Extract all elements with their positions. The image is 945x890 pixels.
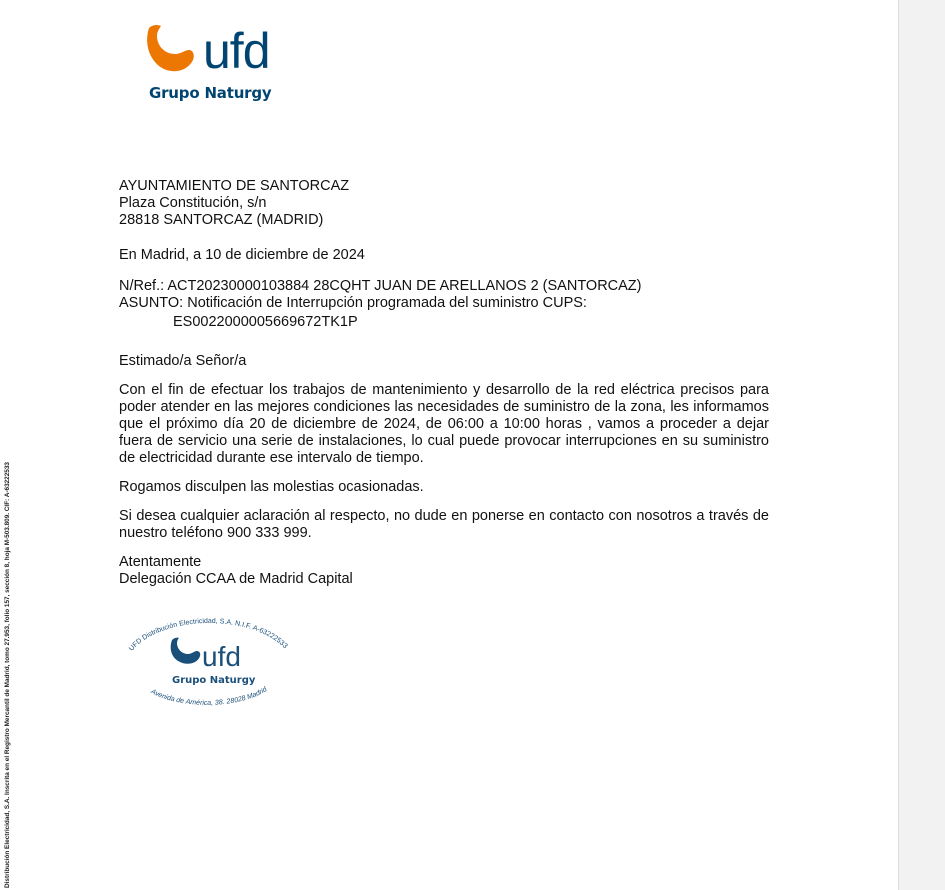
stamp-logo-word: ufd xyxy=(202,641,241,672)
legal-side-text: Distribución Electricidad, S.A. Inscrita en el Registro Mercantil de Madrid, tomo 27.953, folio 157, sección 8, hoja M-503.809. CIF: A-63222533 xyxy=(4,462,11,888)
logo-wordmark: ufd xyxy=(203,23,270,79)
signature-department: Delegación CCAA de Madrid Capital xyxy=(119,571,353,587)
ufd-logo-mark-icon xyxy=(143,22,199,78)
greeting: Estimado/a Señor/a xyxy=(119,353,247,369)
recipient-city: 28818 SANTORCAZ (MADRID) xyxy=(119,212,324,228)
viewer-right-gutter xyxy=(898,0,945,890)
subject-line: ASUNTO: Notificación de Interrupción programada del suministro CUPS: xyxy=(119,295,587,311)
logo-subtitle: Grupo Naturgy xyxy=(149,84,272,102)
recipient-street: Plaza Constitución, s/n xyxy=(119,195,267,211)
cups-code: ES0022000005669672TK1P xyxy=(173,314,358,330)
paragraph-notice: Con el fin de efectuar los trabajos de mantenimiento y desarrollo de la red eléctrica precisos para poder atender en las mejores condiciones las necesidades de suministro de la zona, les informamos que el próximo día 20 de diciembre de 2024, de 06:00 a 10:00 horas , vamos a proceder a dejar fuera de servicio una serie de instalaciones, lo cual puede provocar interrupciones en su suministro de electricidad durante ese intervalo de tiempo. xyxy=(119,382,769,466)
ufd-logo xyxy=(143,22,283,112)
recipient-name: AYUNTAMIENTO DE SANTORCAZ xyxy=(119,178,350,194)
company-stamp xyxy=(122,606,294,718)
reference-line: N/Ref.: ACT20230000103884 28CQHT JUAN DE ARELLANOS 2 (SANTORCAZ) xyxy=(119,278,642,294)
date-line: En Madrid, a 10 de diciembre de 2024 xyxy=(119,247,365,263)
letter-body xyxy=(119,178,769,588)
paragraph-contact: Si desea cualquier aclaración al respecto, no dude en ponerse en contacto con nosotros a través de nuestro teléfono 900 333 999. xyxy=(119,508,769,541)
stamp-logo-mark-icon xyxy=(171,638,201,664)
stamp-top-arc: UFD Distribución Electricidad, S.A. N.I.F. A-63222533 xyxy=(128,617,289,653)
stamp-bottom-arc: Avenida de América, 38. 28028 Madrid xyxy=(149,685,269,707)
stamp-logo-subtitle: Grupo Naturgy xyxy=(172,675,256,686)
recipient-address xyxy=(119,178,769,229)
closing-line: Atentamente xyxy=(119,554,202,570)
stamp-seal-icon xyxy=(122,606,294,718)
paragraph-apology: Rogamos disculpen las molestias ocasionadas. xyxy=(119,479,424,495)
svg-text:Avenida de América, 38. 28028 xyxy=(149,685,270,707)
